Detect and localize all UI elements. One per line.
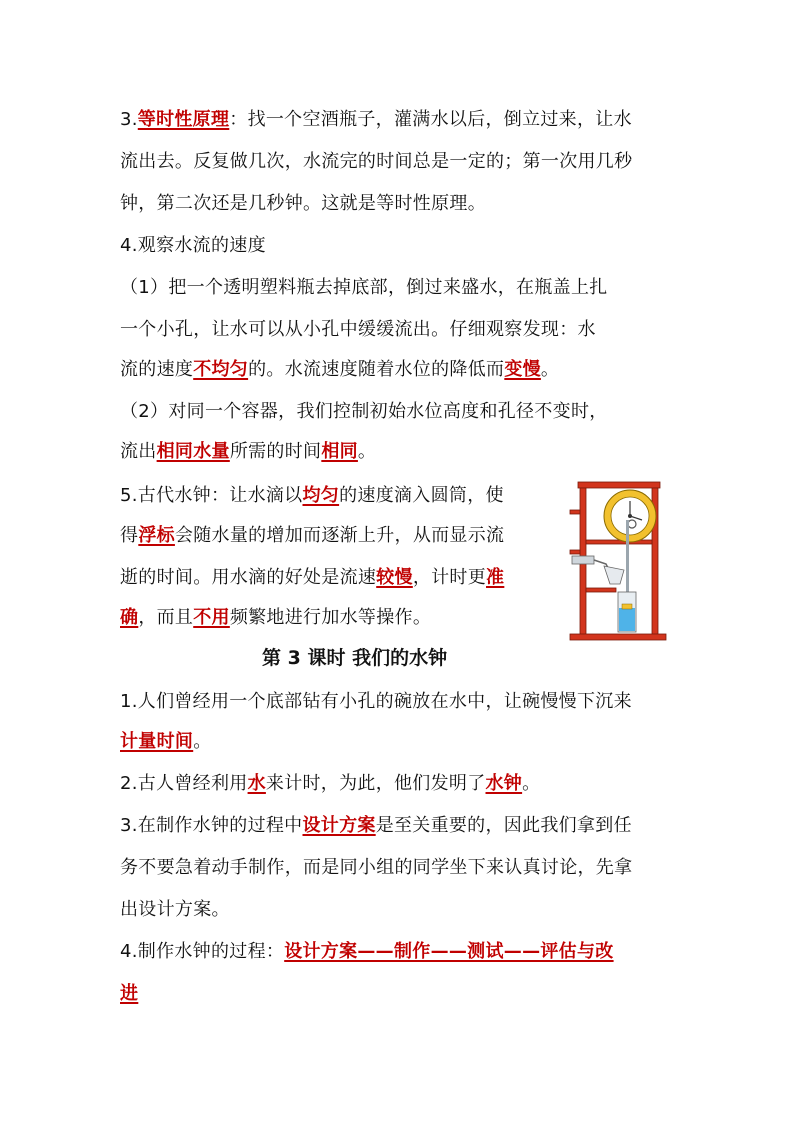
item4-p1-line1: （1）把一个透明塑料瓶去掉底部，倒过来盛水，在瓶盖上扎 [120, 277, 608, 298]
text-segment: 会随水量的增加而逐渐上升，从而显示流 [174, 525, 505, 546]
text-segment: 3.在制作水钟的过程中 [120, 815, 303, 836]
text-segment: ，计时更 [412, 567, 487, 588]
keyword-uniform: 均匀 [302, 485, 340, 506]
text-segment: 。 [540, 359, 560, 380]
item3-number: 3. [120, 109, 138, 130]
keyword-no-need: 不用 [193, 607, 230, 628]
water-clock-illustration [566, 480, 668, 642]
keyword-slow: 较慢 [376, 567, 413, 588]
clock-dial [604, 490, 656, 542]
text-segment: 流的速度 [120, 359, 194, 380]
lesson-title: 第 3 课时 我们的水钟 [262, 647, 448, 669]
lesson3-item1-line1: 1.人们曾经用一个底部钻有小孔的碗放在水中，让碗慢慢下沉来 [120, 691, 632, 712]
lesson3-item3-line1 [120, 814, 632, 838]
item3-line1 [120, 108, 632, 132]
text-segment: 流出 [120, 441, 157, 462]
text-segment: 逝的时间。用水滴的好处是流速 [120, 567, 377, 588]
text-segment: 是至关重要的，因此我们拿到任 [375, 815, 632, 836]
text-segment: 得 [120, 525, 139, 546]
text-segment: 2.古人曾经利用 [120, 773, 248, 794]
lesson3-item2 [120, 772, 540, 796]
text-segment: 4.制作水钟的过程： [120, 941, 285, 962]
lesson3-item4-line2 [120, 982, 138, 1006]
text-segment: 的速度滴入圆筒，使 [339, 485, 504, 506]
keyword-water: 水 [247, 773, 266, 794]
keyword-same-volume: 相同水量 [156, 441, 230, 462]
item5-line2 [120, 524, 504, 548]
item4-heading: 4.观察水流的速度 [120, 235, 266, 256]
item5-line4 [120, 606, 431, 630]
lesson3-item3-line2: 务不要急着动手制作，而是同小组的同学坐下来认真讨论，先拿 [120, 857, 633, 878]
text-segment: 来计时，为此，他们发明了 [265, 773, 486, 794]
text-segment: 的。水流速度随着水位的降低而 [248, 359, 505, 380]
keyword-improve: 进 [120, 983, 139, 1004]
item3-line2: 流出去。反复做几次，水流完的时间总是一定的；第一次用几秒 [120, 151, 633, 172]
keyword-design-plan: 设计方案 [302, 815, 376, 836]
text-segment: 所需的时间 [229, 441, 322, 462]
item5-line3 [120, 566, 504, 590]
text-segment: 。 [357, 441, 377, 462]
lesson3-item4-line1 [120, 940, 614, 964]
text-segment: 5.古代水钟：让水滴以 [120, 485, 303, 506]
text-segment: 。 [522, 773, 541, 794]
item4-p2-line1: （2）对同一个容器，我们控制初始水位高度和孔径不变时， [120, 401, 608, 422]
keyword-accurate-1: 准 [486, 567, 505, 588]
keyword-isochronism: 等时性原理 [137, 109, 230, 130]
item4-p1-line3 [120, 358, 559, 382]
keyword-water-clock: 水钟 [485, 773, 523, 794]
keyword-slower: 变慢 [504, 359, 541, 380]
keyword-accurate-2: 确 [120, 607, 139, 628]
item4-p1-line2: 一个小孔，让水可以从小孔中缓缓流出。仔细观察发现：水 [120, 319, 596, 340]
lesson3-item1-line2 [120, 730, 212, 754]
keyword-same: 相同 [321, 441, 358, 462]
keyword-process: 设计方案——制作——测试——评估与改 [284, 941, 614, 962]
float-rod [626, 520, 629, 604]
cylinder [618, 592, 636, 632]
lesson3-item3-line3: 出设计方案。 [120, 899, 230, 920]
text-segment: 频繁地进行加水等操作。 [229, 607, 432, 628]
keyword-uneven: 不均匀 [193, 359, 249, 380]
text-segment: ，而且 [138, 607, 194, 628]
item4-p2-line2 [120, 440, 376, 464]
keyword-measure-time: 计量时间 [120, 731, 194, 752]
text-segment: 。 [193, 731, 212, 752]
item3-text: ：找一个空酒瓶子，灌满水以后，倒立过来，让水 [229, 109, 632, 130]
item3-line3: 钟，第二次还是几秒钟。这就是等时性原理。 [120, 193, 486, 214]
keyword-float: 浮标 [138, 525, 175, 546]
item5-line1 [120, 484, 504, 508]
